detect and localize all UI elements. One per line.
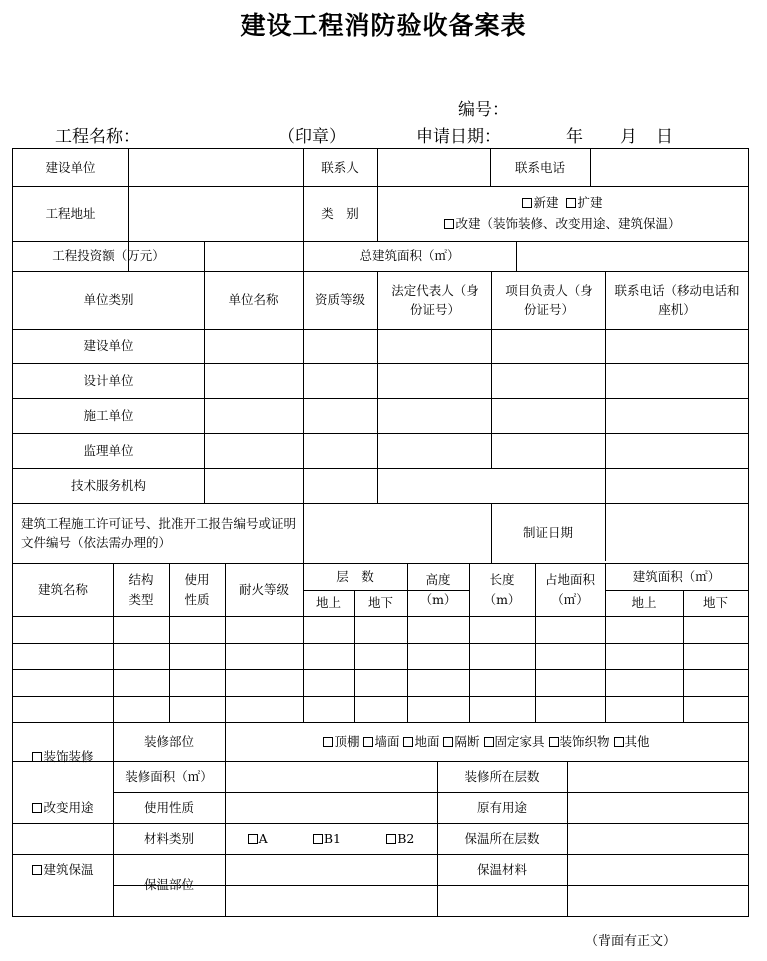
- apply-date-label: 申请日期：: [416, 127, 501, 147]
- address-label: 工程地址: [45, 205, 96, 221]
- height-header: 高度（m）: [419, 572, 457, 607]
- unit-type-design: 设计单位: [83, 372, 134, 388]
- checkbox-square: [32, 803, 42, 813]
- class-b1-label: B1: [323, 830, 341, 846]
- decoration-checkbox[interactable]: [13, 722, 113, 792]
- contact-label: 联系人: [321, 159, 359, 175]
- ceiling-checkbox[interactable]: [323, 732, 359, 751]
- form-table: [12, 148, 749, 917]
- unit-type-supervision: 监理单位: [83, 442, 134, 458]
- partition-checkbox[interactable]: [443, 732, 479, 751]
- decoration-label: 装饰装修: [43, 749, 94, 765]
- unit-type-tech-service: 技术服务机构: [70, 477, 146, 493]
- permit-date-label: 制证日期: [522, 525, 573, 541]
- seal-label: （印章）: [278, 127, 346, 147]
- qualification-header: 资质等级: [315, 292, 366, 308]
- phone-header: 联系电话（移动电话和座机）: [614, 282, 740, 317]
- category-label: 类 别: [321, 205, 359, 221]
- checkbox-square: [386, 834, 396, 844]
- new-label: 新建: [533, 194, 559, 210]
- decoration-floor-label: 装修所在层数: [464, 768, 540, 784]
- row-divider: [13, 669, 748, 670]
- checkbox-square: [32, 752, 42, 762]
- checkbox-square: [614, 737, 624, 747]
- contact-phone-label: 联系电话: [514, 159, 565, 175]
- original-usage-label: 原有用途: [476, 799, 527, 815]
- checkbox-square: [566, 198, 576, 208]
- insulation-floor-label: 保温所在层数: [464, 830, 540, 846]
- building-name-header: 建筑名称: [37, 581, 88, 597]
- other-checkbox[interactable]: [614, 732, 650, 751]
- decoration-parts: [225, 722, 748, 761]
- fixed-furniture-label: 固定家具: [494, 733, 545, 749]
- area-below-header: 地下: [702, 595, 728, 611]
- insulation-part-label: 保温部位: [143, 877, 194, 893]
- structure-header: 结构类型: [128, 572, 154, 607]
- material-type-label: 材料类别: [143, 830, 194, 846]
- day-label: 日: [656, 127, 673, 147]
- checkbox-square: [313, 834, 323, 844]
- footer-note: （背面有正文）: [585, 934, 677, 949]
- fabric-checkbox[interactable]: [549, 732, 610, 751]
- checkbox-square: [444, 219, 454, 229]
- project-name-label: 工程名称：: [55, 127, 140, 147]
- rebuild-label: 改建（装饰装修、改变用途、建筑保温）: [455, 215, 681, 231]
- col-divider: [377, 149, 378, 186]
- legal-rep-header: 法定代表人（身份证号）: [391, 282, 479, 317]
- total-area-label: 总建筑面积（㎡）: [359, 248, 460, 264]
- checkbox-square: [323, 737, 333, 747]
- class-b2-label: B2: [397, 830, 415, 846]
- checkbox-square: [522, 198, 532, 208]
- class-b1-checkbox[interactable]: [313, 829, 341, 848]
- unit-type-construction: 施工单位: [83, 407, 134, 423]
- class-a-checkbox[interactable]: [248, 829, 268, 848]
- col-divider: [113, 563, 114, 722]
- expand-checkbox[interactable]: [566, 193, 602, 213]
- usage-change-label: 改变用途: [43, 799, 94, 815]
- permit-label: 建筑工程施工许可证号、批准开工报告编号或证明文件编号（依法需办理的）: [21, 515, 297, 550]
- rebuild-checkbox[interactable]: [444, 214, 680, 234]
- new-checkbox[interactable]: [522, 193, 558, 213]
- checkbox-square: [549, 737, 559, 747]
- floors-above-header: 地上: [315, 595, 341, 611]
- row-divider: [13, 616, 748, 617]
- usage-change-checkbox[interactable]: [13, 792, 113, 823]
- investment-label: 工程投资额（万元）: [52, 248, 165, 264]
- partition-label: 隔断: [454, 733, 480, 749]
- builder-label: 建设单位: [45, 159, 96, 175]
- insulation-label: 建筑保温: [43, 861, 94, 877]
- category-options: [377, 186, 748, 241]
- fixed-furniture-checkbox[interactable]: [484, 732, 545, 751]
- col-divider: [377, 271, 378, 503]
- floor-checkbox[interactable]: [403, 732, 439, 751]
- row-divider: [13, 643, 748, 644]
- decoration-area-label: 装修面积（㎡）: [125, 768, 213, 784]
- col-divider: [303, 271, 304, 503]
- class-a-label: A: [258, 830, 268, 846]
- insulation-material-label: 保温材料: [476, 861, 527, 877]
- checkbox-square: [484, 737, 494, 747]
- usage-header: 使用性质: [184, 572, 210, 607]
- floors-below-header: 地下: [367, 595, 393, 611]
- unit-name-header: 单位名称: [228, 292, 279, 308]
- month-label: 月: [620, 127, 637, 147]
- unit-type-builder: 建设单位: [83, 338, 134, 354]
- expand-label: 扩建: [577, 194, 603, 210]
- checkbox-square: [443, 737, 453, 747]
- length-header: 长度（m）: [483, 572, 521, 607]
- row-divider: [13, 696, 748, 697]
- area-above-header: 地上: [631, 595, 657, 611]
- checkbox-square: [363, 737, 373, 747]
- other-label: 其他: [624, 733, 650, 749]
- form-title: 建设工程消防验收备案表: [240, 11, 527, 40]
- material-classes: [225, 823, 437, 854]
- unit-type-header: 单位类别: [83, 292, 134, 308]
- col-divider: [469, 563, 470, 722]
- insulation-checkbox[interactable]: [13, 823, 113, 916]
- col-divider: [567, 761, 568, 916]
- fabric-label: 装饰织物: [559, 733, 610, 749]
- col-divider: [169, 563, 170, 722]
- usage-property-label: 使用性质: [143, 799, 194, 815]
- floors-header: 层 数: [336, 568, 374, 584]
- col-divider: [535, 563, 536, 722]
- ceiling-label: 顶棚: [334, 733, 360, 749]
- checkbox-square: [32, 865, 42, 875]
- number-label: 编号：: [458, 100, 509, 120]
- wall-label: 墙面: [374, 733, 400, 749]
- checkbox-square: [403, 737, 413, 747]
- col-divider: [605, 271, 606, 561]
- col-divider: [407, 563, 408, 722]
- checkbox-square: [248, 834, 258, 844]
- col-divider: [516, 241, 517, 271]
- project-lead-header: 项目负责人（身份证号）: [505, 282, 593, 317]
- year-label: 年: [566, 127, 583, 147]
- fire-rating-header: 耐火等级: [238, 581, 289, 597]
- col-divider: [590, 149, 591, 186]
- footprint-header: 占地面积（㎡）: [544, 572, 595, 607]
- building-area-header: 建筑面积（㎡）: [632, 568, 721, 584]
- floor-label: 地面: [414, 733, 440, 749]
- col-divider: [491, 271, 492, 468]
- decoration-part-label: 装修部位: [143, 733, 194, 749]
- wall-checkbox[interactable]: [363, 732, 399, 751]
- class-b2-checkbox[interactable]: [386, 829, 414, 848]
